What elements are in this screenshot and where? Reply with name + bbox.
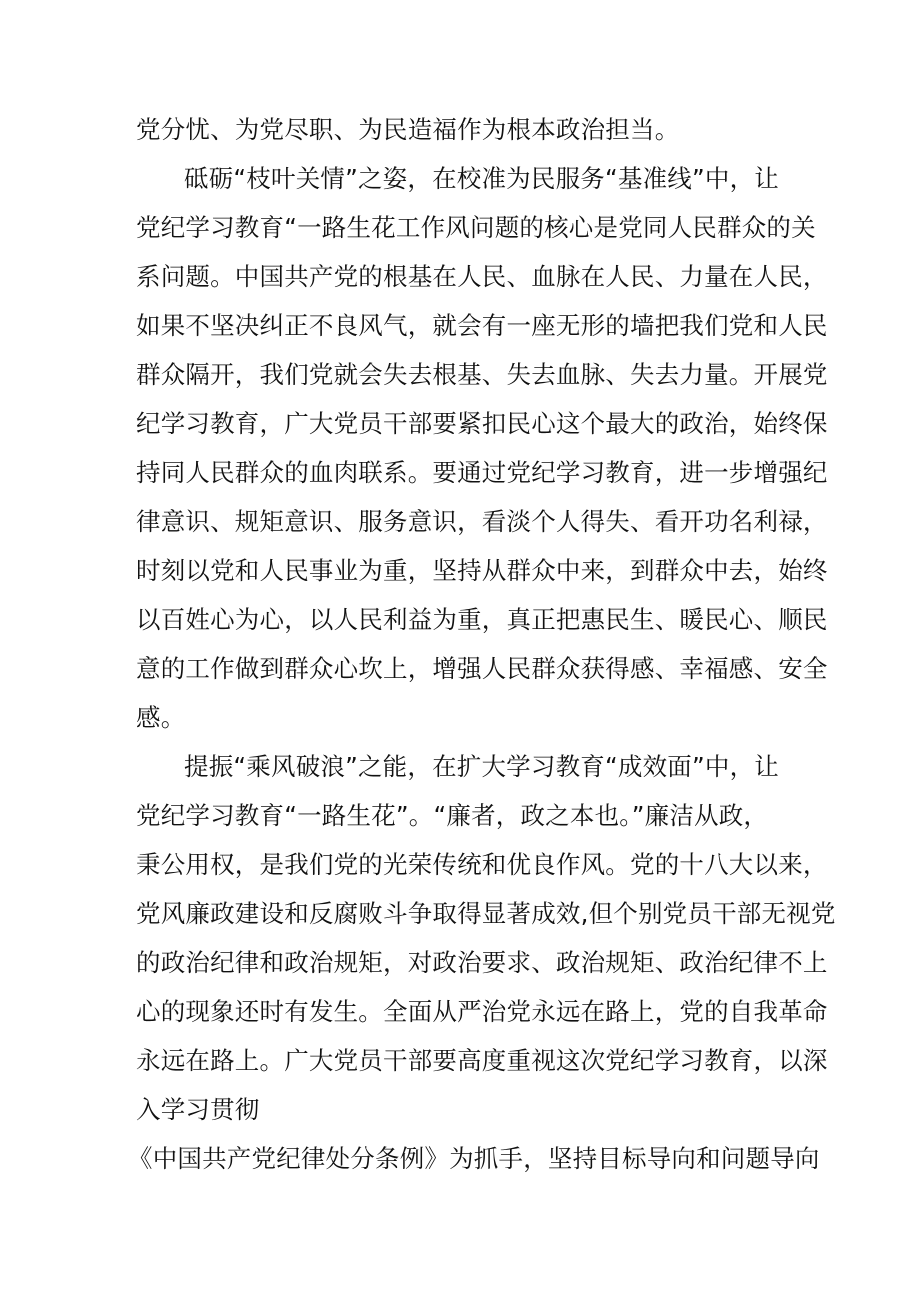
text-line-20: 永远在路上。广大党员干部要高度重视这次党纪学习教育，以深 xyxy=(136,1046,828,1075)
text-line-8: 持同人民群众的血肉联系。要通过党纪学习教育，进一步增强纪 xyxy=(136,458,828,487)
text-line-18: 的政治纪律和政治规矩，对政治要求、政治规矩、政治纪律不上 xyxy=(136,948,828,977)
paragraph-2-line-1: 砥砺“枝叶关情”之姿，在校准为民服务“基准线”中，让 xyxy=(184,164,779,193)
text-line-6: 群众隔开，我们党就会失去根基、失去血脉、失去力量。开展党 xyxy=(136,360,828,389)
paragraph-3-line-1: 提振“乘风破浪”之能，在扩大学习教育“成效面”中，让 xyxy=(184,752,779,781)
text-line-10: 时刻以党和人民事业为重，坚持从群众中来，到群众中去，始终 xyxy=(136,556,828,585)
text-line-13: 感。 xyxy=(136,703,186,732)
text-line-15: 党纪学习教育“一路生花”。“廉者，政之本也。”廉洁从政， xyxy=(136,801,769,830)
text-line-1: 党分忧、为党尽职、为民造福作为根本政治担当。 xyxy=(136,115,680,144)
text-line-17: 党风廉政建设和反腐败斗争取得显著成效,但个别党员干部无视党 xyxy=(136,899,836,928)
text-line-7: 纪学习教育，广大党员干部要紧扣民心这个最大的政治，始终保 xyxy=(136,409,828,438)
text-line-4: 系问题。中国共产党的根基在人民、血脉在人民、力量在人民， xyxy=(136,262,828,291)
text-line-19: 心的现象还时有发生。全面从严治党永远在路上，党的自我革命 xyxy=(136,997,828,1026)
text-line-9: 律意识、规矩意识、服务意识，看淡个人得失、看开功名利禄， xyxy=(136,507,828,536)
text-line-12: 意的工作做到群众心坎上，增强人民群众获得感、幸福感、安全 xyxy=(136,654,828,683)
text-line-11: 以百姓心为心，以人民利益为重，真正把惠民生、暖民心、顺民 xyxy=(136,605,828,634)
text-line-21: 入学习贯彻 xyxy=(136,1095,260,1124)
text-line-16: 秉公用权，是我们党的光荣传统和优良作风。党的十八大以来， xyxy=(136,850,828,879)
text-line-3: 党纪学习教育“一路生花工作风问题的核心是党同人民群众的关 xyxy=(136,213,816,242)
text-line-22: 《中国共产党纪律处分条例》为抓手，坚持目标导向和问题导向 xyxy=(128,1144,820,1173)
text-line-5: 如果不坚决纠正不良风气，就会有一座无形的墙把我们党和人民 xyxy=(136,311,828,340)
